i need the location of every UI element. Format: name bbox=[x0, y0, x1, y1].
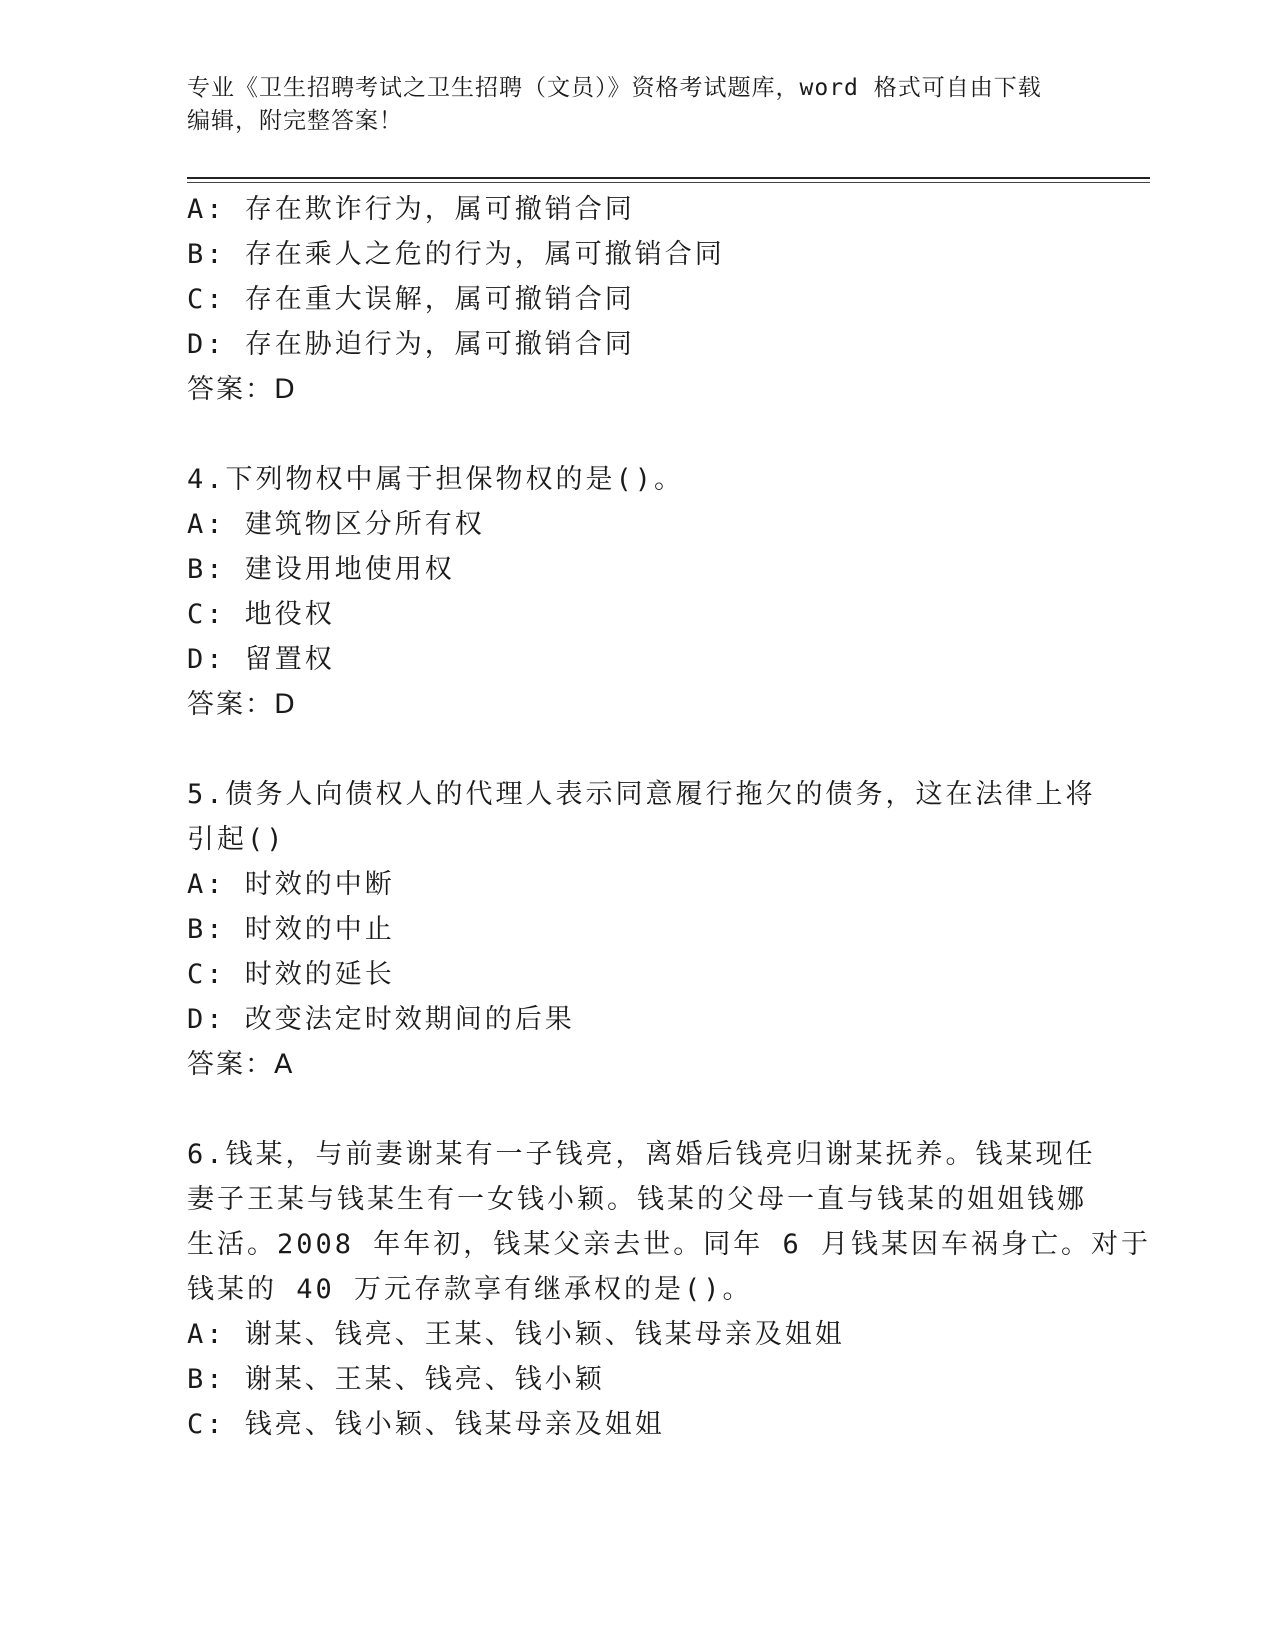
option-a: A: 建筑物区分所有权 bbox=[187, 509, 485, 540]
question-4 bbox=[187, 457, 1087, 727]
header-rule-thin bbox=[187, 182, 1150, 183]
question-text: 4.下列物权中属于担保物权的是()。 bbox=[187, 464, 685, 495]
question-text-line-2: 引起() bbox=[187, 824, 286, 855]
option-c: C: 钱亮、钱小颖、钱某母亲及姐姐 bbox=[187, 1409, 665, 1440]
option-c: C: 存在重大误解，属可撤销合同 bbox=[187, 284, 635, 315]
question-text-line-1: 5.债务人向债权人的代理人表示同意履行拖欠的债务，这在法律上将 bbox=[187, 779, 1096, 810]
option-d: D: 留置权 bbox=[187, 644, 335, 675]
header-line-1: 专业《卫生招聘考试之卫生招聘（文员）》资格考试题库，word 格式可自由下载 bbox=[187, 75, 1042, 101]
question-6 bbox=[187, 1132, 1152, 1447]
option-c: C: 时效的延长 bbox=[187, 959, 395, 990]
option-a: A: 谢某、钱亮、王某、钱小颖、钱某母亲及姐姐 bbox=[187, 1319, 845, 1350]
answer: 答案：A bbox=[187, 1049, 295, 1080]
question-text-line-3: 生活。2008 年年初，钱某父亲去世。同年 6 月钱某因车祸身亡。对于 bbox=[187, 1229, 1152, 1260]
document-header bbox=[187, 72, 1087, 138]
option-b: B: 建设用地使用权 bbox=[187, 554, 455, 585]
question-text-line-1: 6.钱某，与前妻谢某有一子钱亮，离婚后钱亮归谢某抚养。钱某现任 bbox=[187, 1139, 1096, 1170]
question-text-line-4: 钱某的 40 万元存款享有继承权的是()。 bbox=[187, 1274, 753, 1305]
option-d: D: 改变法定时效期间的后果 bbox=[187, 1004, 575, 1035]
option-c: C: 地役权 bbox=[187, 599, 335, 630]
answer: 答案：D bbox=[187, 374, 297, 405]
answer: 答案：D bbox=[187, 689, 297, 720]
option-b: B: 时效的中止 bbox=[187, 914, 395, 945]
question-3 bbox=[187, 187, 1087, 412]
question-list bbox=[187, 187, 1152, 1447]
header-rule-thick bbox=[187, 177, 1150, 179]
question-text-line-2: 妻子王某与钱某生有一女钱小颖。钱某的父母一直与钱某的姐姐钱娜 bbox=[187, 1184, 1087, 1215]
option-a: A: 存在欺诈行为，属可撤销合同 bbox=[187, 194, 635, 225]
option-d: D: 存在胁迫行为，属可撤销合同 bbox=[187, 329, 635, 360]
option-a: A: 时效的中断 bbox=[187, 869, 395, 900]
question-5 bbox=[187, 772, 1096, 1087]
option-b: B: 存在乘人之危的行为，属可撤销合同 bbox=[187, 239, 725, 270]
header-line-2: 编辑，附完整答案！ bbox=[187, 108, 403, 134]
option-b: B: 谢某、王某、钱亮、钱小颖 bbox=[187, 1364, 605, 1395]
